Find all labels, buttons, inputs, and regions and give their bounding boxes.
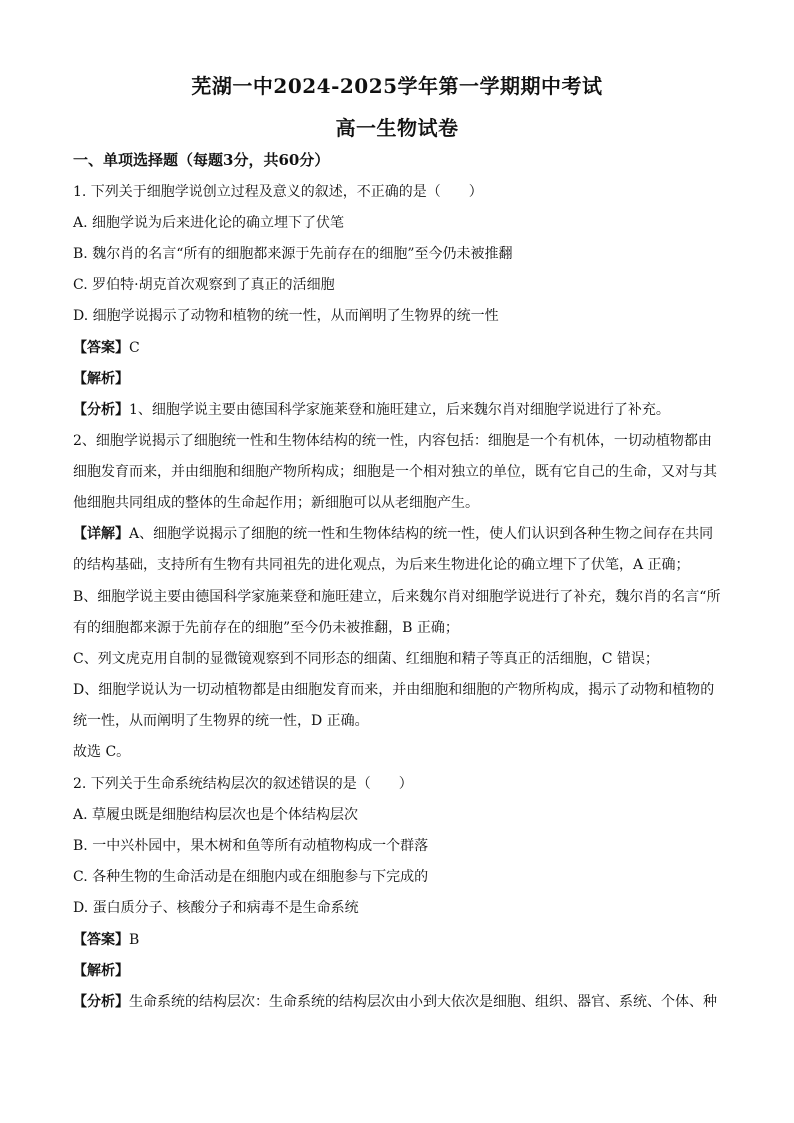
xiangjie-text: A、细胞学说揭示了细胞的统一性和生物体结构的统一性，使人们认识到各种生物之间存在共同 bbox=[129, 526, 714, 542]
fenxi-tag: 【分析】 bbox=[73, 994, 129, 1010]
q2-fenxi bbox=[73, 992, 723, 1012]
q1-xj-line2: 的结构基础，支持所有生物有共同祖先的进化观点，为后来生物进化论的确立埋下了伏笔，A 正确； bbox=[73, 557, 690, 573]
answer-tag: 【答案】 bbox=[73, 340, 129, 356]
q1-xj-line3: B、细胞学说主要由德国科学家施莱登和施旺建立，后来魏尔肖对细胞学说进行了补充，魏尔肖的名言“所 bbox=[73, 589, 721, 605]
exam-title: 芜湖一中2024-2025学年第一学期期中考试 bbox=[191, 74, 603, 98]
section-heading: 一、单项选择题（每题3分，共60分） bbox=[73, 151, 330, 169]
q1-xj-line4: 有的细胞都来源于先前存在的细胞”至今仍未被推翻，B 正确； bbox=[73, 620, 459, 636]
q2-option-b: B. 一中兴朴园中，果木树和鱼等所有动植物构成一个群落 bbox=[73, 838, 429, 854]
fenxi-text: 1、细胞学说主要由德国科学家施莱登和施旺建立，后来魏尔肖对细胞学说进行了补充。 bbox=[129, 402, 670, 418]
q2-analysis-tag: 【解析】 bbox=[73, 963, 129, 979]
fenxi-tag: 【分析】 bbox=[73, 402, 129, 418]
q1-option-b: B. 魏尔肖的名言“所有的细胞都来源于先前存在的细胞”至今仍未被推翻 bbox=[73, 246, 513, 262]
q1-fenxi-line4: 他细胞共同组成的整体的生命起作用；新细胞可以从老细胞产生。 bbox=[73, 495, 479, 511]
q1-answer bbox=[73, 338, 723, 358]
q1-conclusion: 故选 C。 bbox=[73, 744, 131, 760]
q2-stem: 2. 下列关于生命系统结构层次的叙述错误的是（ ） bbox=[73, 776, 413, 792]
q2-option-a: A. 草履虫既是细胞结构层次也是个体结构层次 bbox=[73, 807, 359, 823]
q1-xiangjie bbox=[73, 524, 723, 544]
q2-answer bbox=[73, 930, 723, 950]
q1-fenxi-line2: 2、细胞学说揭示了细胞统一性和生物体结构的统一性，内容包括：细胞是一个有机体，一切动植物都由 bbox=[73, 433, 712, 449]
q1-option-d: D. 细胞学说揭示了动物和植物的统一性，从而阐明了生物界的统一性 bbox=[73, 308, 499, 324]
q1-option-c: C. 罗伯特·胡克首次观察到了真正的活细胞 bbox=[73, 277, 335, 293]
xiangjie-tag: 【详解】 bbox=[73, 526, 129, 542]
q2-option-c: C. 各种生物的生命活动是在细胞内或在细胞参与下完成的 bbox=[73, 869, 429, 885]
q1-option-a: A. 细胞学说为后来进化论的确立埋下了伏笔 bbox=[73, 215, 345, 231]
q1-fenxi-line3: 细胞发育而来，并由细胞和细胞产物所构成；细胞是一个相对独立的单位，既有它自己的生命，又对与其 bbox=[73, 464, 717, 480]
exam-subtitle: 高一生物试卷 bbox=[335, 116, 459, 140]
q1-stem: 1. 下列关于细胞学说创立过程及意义的叙述，不正确的是（ ） bbox=[73, 184, 483, 200]
answer-value: C bbox=[129, 340, 140, 356]
answer-tag: 【答案】 bbox=[73, 932, 129, 948]
q1-xj-line7: 统一性，从而阐明了生物界的统一性，D 正确。 bbox=[73, 713, 369, 729]
fenxi-text: 生命系统的结构层次：生命系统的结构层次由小到大依次是细胞、组织、器官、系统、个体、种 bbox=[129, 994, 717, 1010]
q1-xj-line5: C、列文虎克用自制的显微镜观察到不同形态的细菌、红细胞和精子等真正的活细胞，C 错误； bbox=[73, 651, 659, 667]
q2-option-d: D. 蛋白质分子、核酸分子和病毒不是生命系统 bbox=[73, 900, 359, 916]
q1-analysis-tag: 【解析】 bbox=[73, 371, 129, 387]
q1-xj-line6: D、细胞学说认为一切动植物都是由细胞发育而来，并由细胞和细胞的产物所构成，揭示了动物和植物的 bbox=[73, 682, 715, 698]
answer-value: B bbox=[129, 932, 140, 948]
q1-fenxi bbox=[73, 400, 723, 420]
